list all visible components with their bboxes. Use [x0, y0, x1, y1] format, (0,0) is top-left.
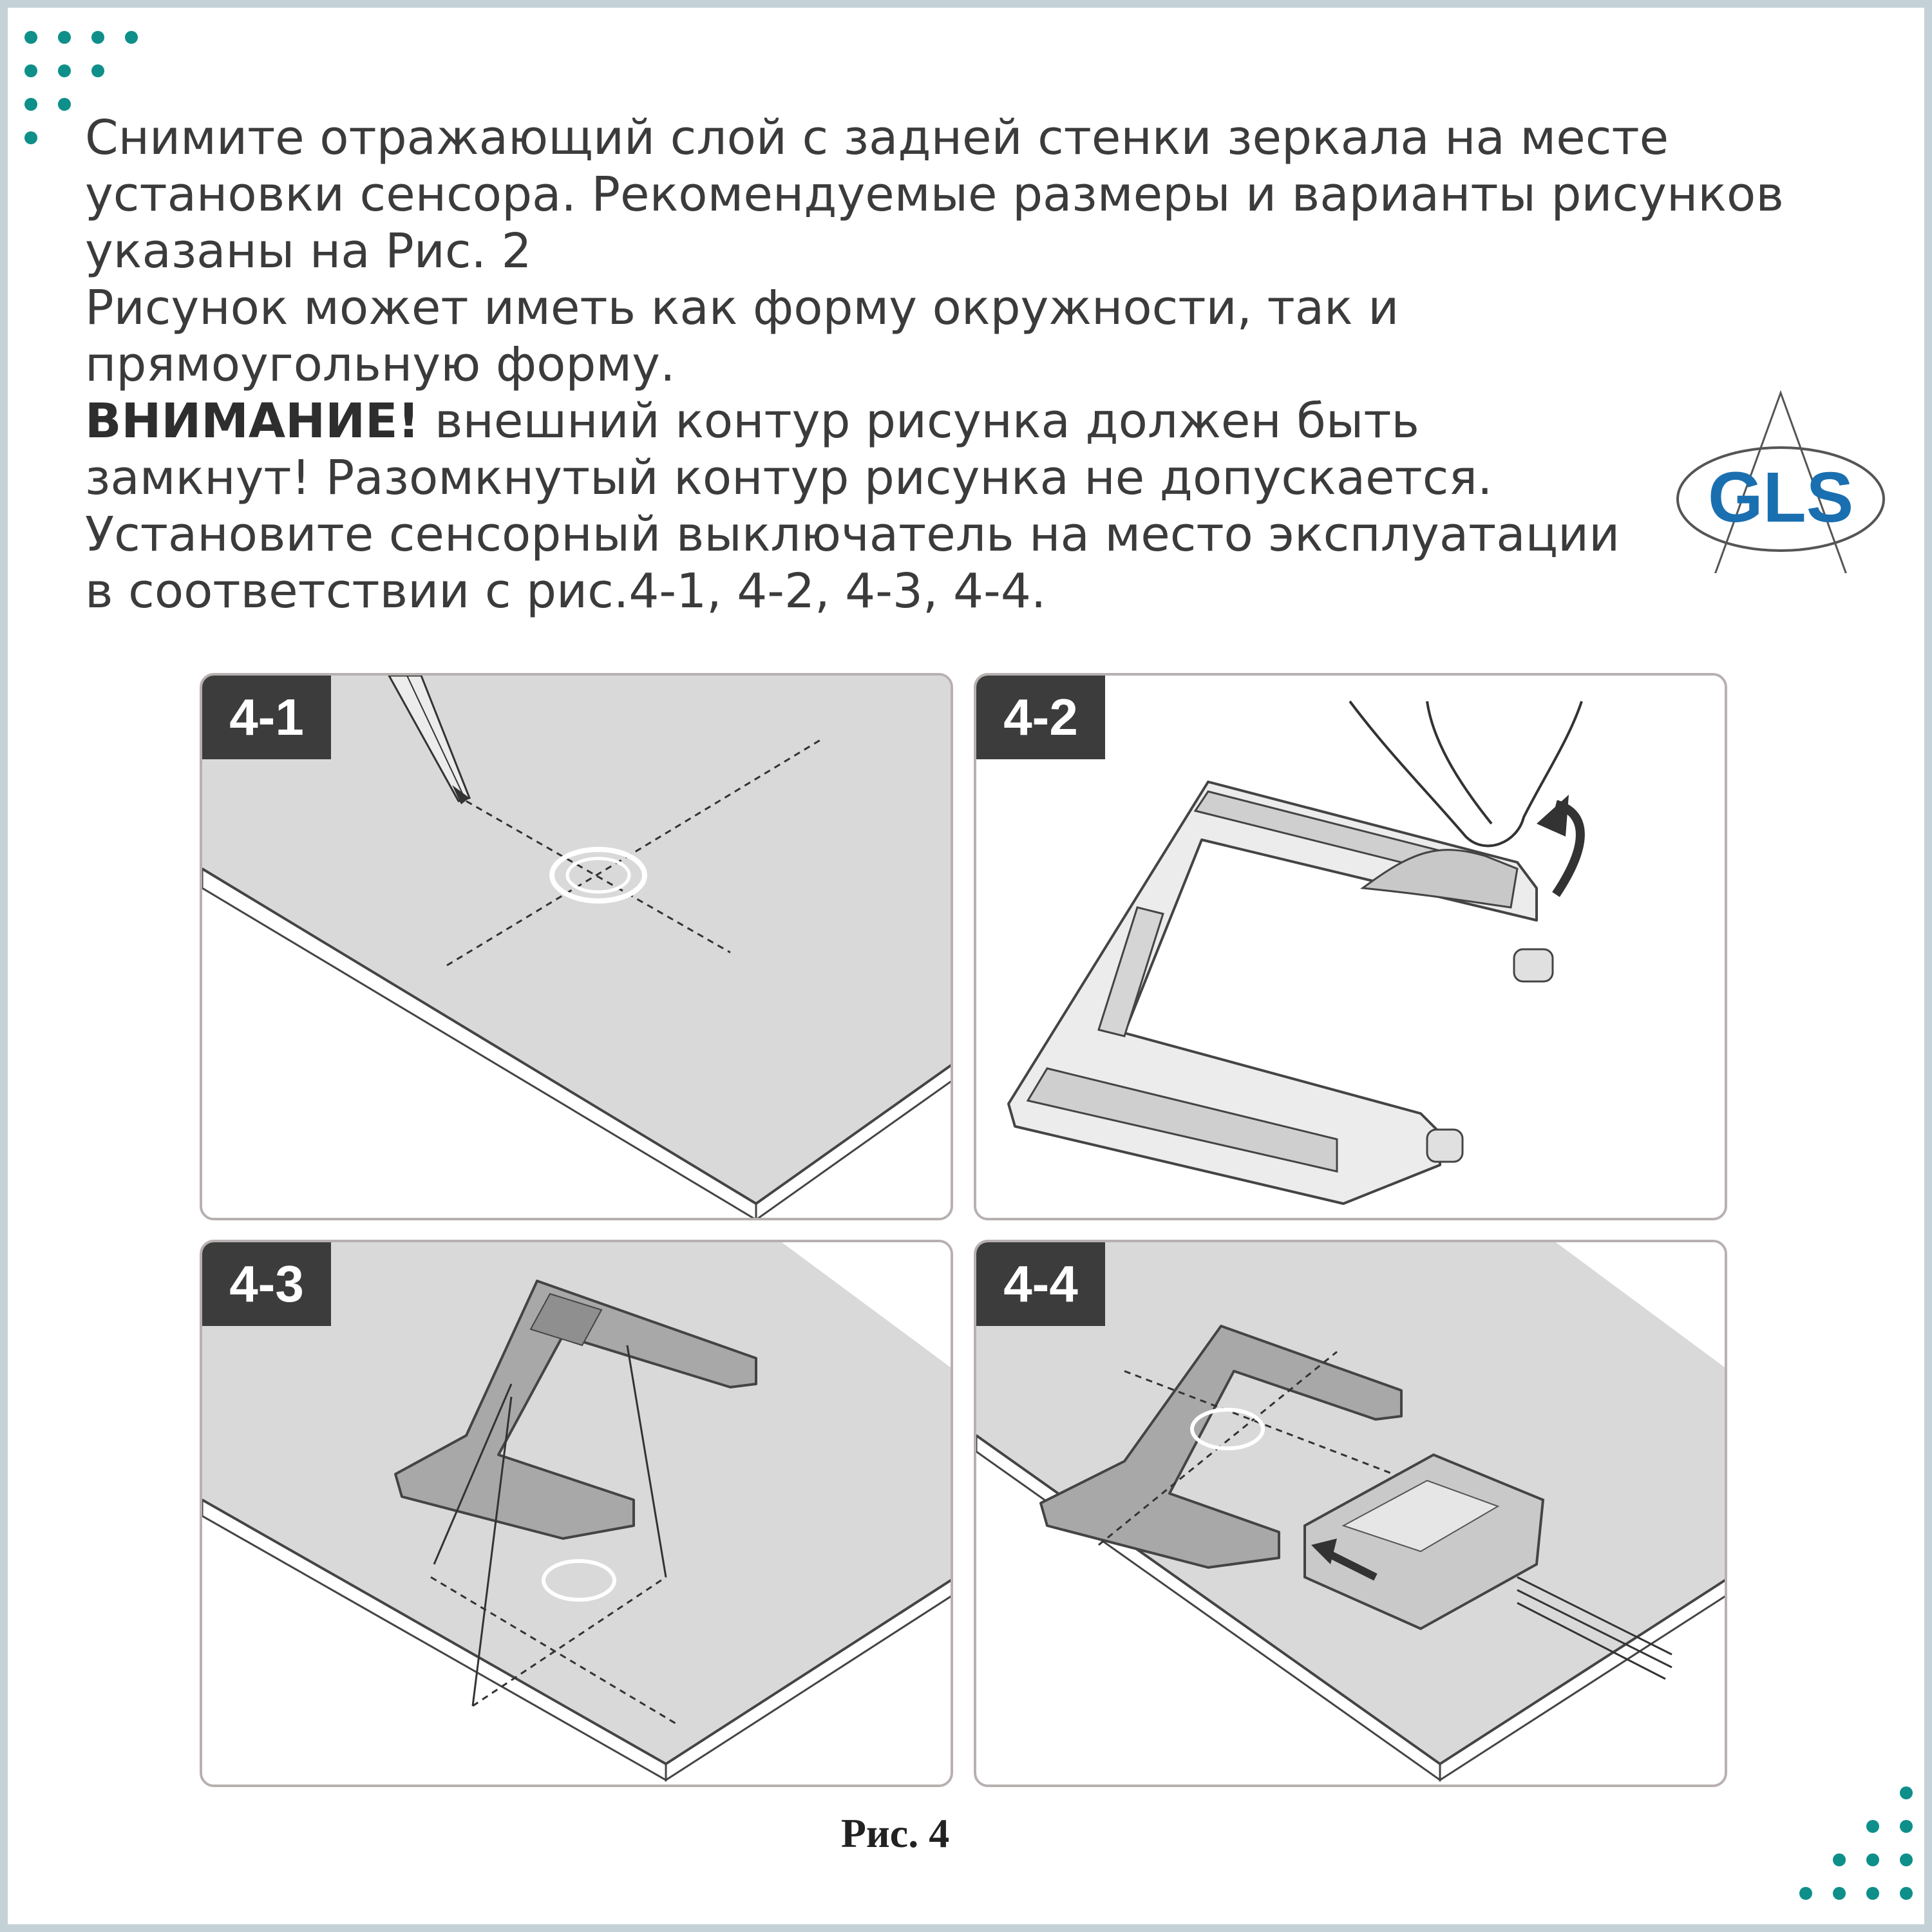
decorative-dot — [58, 98, 71, 111]
decorative-dot — [1833, 1887, 1846, 1900]
decorative-dot — [58, 64, 71, 77]
gls-logo — [1668, 386, 1893, 573]
panel-4-2 — [974, 673, 1727, 1220]
decorative-dot — [24, 98, 37, 111]
panel-4-3 — [200, 1240, 953, 1787]
decorative-dot — [91, 31, 104, 44]
instruction-line-3: Установите сенсорный выключатель на место эксплуатации в соответствии с рис.4-1, 4-2, 4-3, 4-4. — [85, 507, 1620, 619]
instruction-line-2: Рисунок может иметь как форму окружности, так и прямоугольную форму. — [85, 280, 1399, 392]
instructions-text — [85, 109, 1888, 620]
decorative-dot — [24, 31, 37, 44]
decorative-dot — [1900, 1786, 1913, 1799]
decorative-dot — [1900, 1887, 1913, 1900]
decorative-dot — [1866, 1853, 1879, 1866]
decorative-dot — [125, 31, 138, 44]
decorative-dot — [1900, 1820, 1913, 1833]
decorative-dot — [24, 131, 37, 144]
panel-label-4-2: 4-2 — [976, 676, 1105, 759]
warning-text: внешний контур рисунка должен быть замкнут! Разомкнутый контур рисунка не допускается. — [85, 393, 1493, 506]
decorative-dot — [58, 31, 71, 44]
panel-4-1 — [200, 673, 953, 1220]
figure-4 — [200, 673, 1739, 1794]
decorative-dots-bottom-right — [1797, 1786, 1919, 1915]
panel-4-4 — [974, 1240, 1727, 1787]
warning-label: ВНИМАНИЕ! — [85, 393, 420, 449]
decorative-dot — [91, 64, 104, 77]
panel-label-4-1: 4-1 — [202, 676, 331, 759]
decorative-dot — [1900, 1853, 1913, 1866]
logo-text: GLS — [1707, 458, 1854, 537]
decorative-dot — [24, 64, 37, 77]
decorative-dot — [1799, 1887, 1812, 1900]
panel-label-4-4: 4-4 — [976, 1242, 1105, 1326]
decorative-dot — [1866, 1887, 1879, 1900]
decorative-dot — [1833, 1853, 1846, 1866]
panel-label-4-3: 4-3 — [202, 1242, 331, 1326]
instruction-line-1: Снимите отражающий слой с задней стенки зеркала на месте установки сенсора. Рекомендуемые размеры и варианты рисунков указаны на Рис. 2 — [85, 110, 1784, 279]
decorative-dot — [1866, 1820, 1879, 1833]
figure-caption: Рис. 4 — [840, 1810, 950, 1856]
warning-paragraph — [85, 393, 1643, 506]
